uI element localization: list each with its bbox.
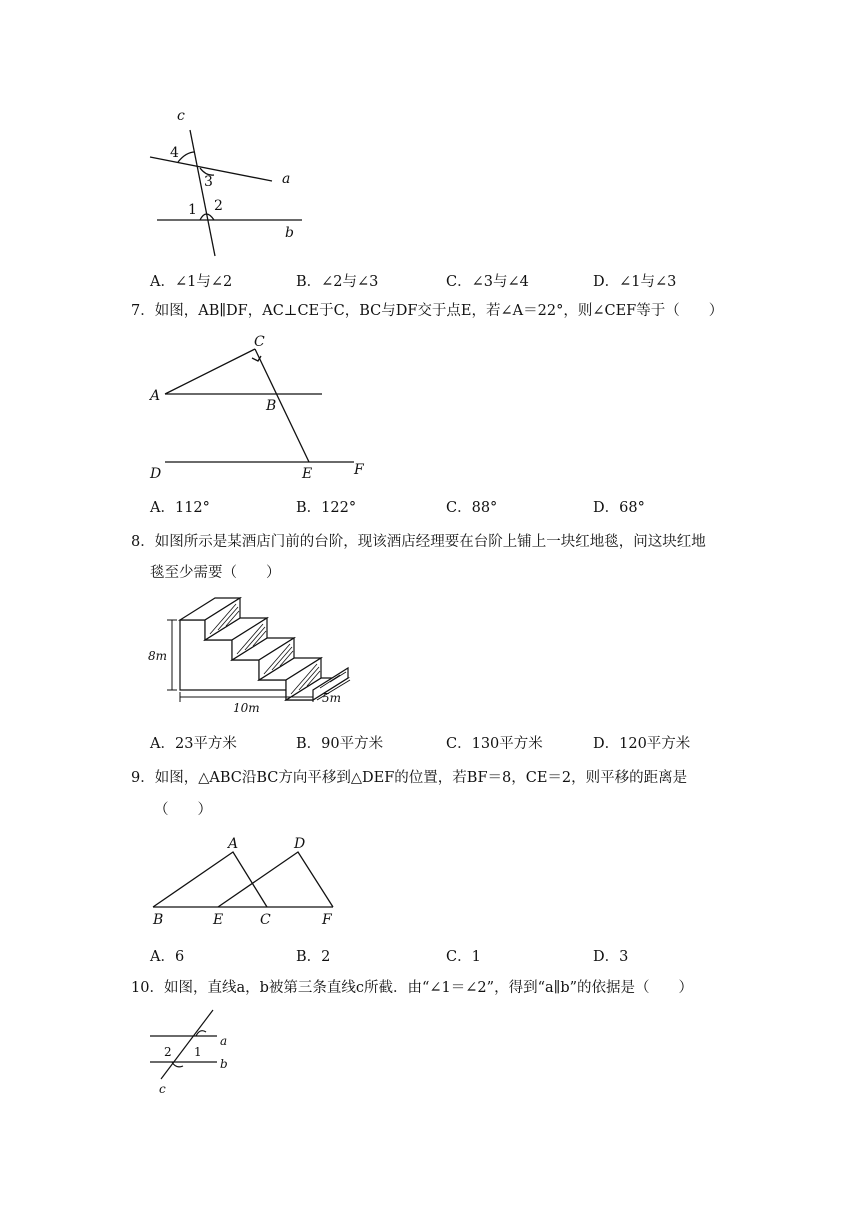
label-a: a — [282, 171, 291, 187]
q7-option-d[interactable]: D．68° — [593, 500, 645, 516]
q9-text-line1: 9．如图，△ABC沿BC方向平移到△DEF的位置，若BF＝8，CE＝2，则平移的距离是 — [131, 770, 688, 786]
label-B: B — [266, 398, 277, 414]
q6-option-c[interactable]: C．∠3与∠4 — [446, 274, 529, 290]
q8-option-b[interactable]: B．90平方米 — [296, 736, 384, 752]
label-3: 3 — [204, 174, 213, 190]
label-height: 8m — [148, 649, 168, 663]
label-E: E — [213, 912, 224, 928]
q6-option-b[interactable]: B．∠2与∠3 — [296, 274, 379, 290]
q7-option-a[interactable]: A．112° — [150, 500, 210, 516]
label-A: A — [150, 388, 161, 404]
q8-option-d[interactable]: D．120平方米 — [593, 736, 691, 752]
label-2: 2 — [164, 1045, 172, 1059]
label-4: 4 — [170, 145, 179, 161]
q8-text-line2: 毯至少需要（ ） — [150, 565, 281, 581]
label-E: E — [302, 466, 313, 482]
label-c: c — [177, 108, 185, 124]
label-b: b — [285, 225, 294, 241]
label-1: 1 — [188, 202, 197, 218]
q9-option-c[interactable]: C．1 — [446, 949, 481, 965]
q9-text-line2: （ ） — [154, 802, 212, 818]
label-width: 5m — [322, 691, 342, 705]
q8-option-a[interactable]: A．23平方米 — [150, 736, 237, 752]
label-1: 1 — [194, 1045, 202, 1059]
label-2: 2 — [214, 198, 223, 214]
q7-option-b[interactable]: B．122° — [296, 500, 357, 516]
label-length: 10m — [233, 701, 260, 715]
q9-option-a[interactable]: A．6 — [150, 949, 185, 965]
label-F: F — [354, 462, 364, 478]
label-F: F — [322, 912, 332, 928]
q6-option-d[interactable]: D．∠1与∠3 — [593, 274, 677, 290]
q6-option-a[interactable]: A．∠1与∠2 — [150, 274, 233, 290]
q9-option-d[interactable]: D．3 — [593, 949, 629, 965]
q9-option-b[interactable]: B．2 — [296, 949, 331, 965]
q7-text: 7．如图，AB∥DF，AC⊥CE于C，BC与DF交于点E，若∠A＝22°，则∠CEF等于（ ） — [131, 303, 724, 319]
label-D: D — [150, 466, 162, 482]
q7-option-c[interactable]: C．88° — [446, 500, 498, 516]
label-A: A — [228, 836, 239, 852]
q8-option-c[interactable]: C．130平方米 — [446, 736, 543, 752]
label-C: C — [260, 912, 271, 928]
label-c: c — [159, 1082, 166, 1096]
q10-text: 10．如图，直线a，b被第三条直线c所截．由“∠1＝∠2”，得到“a∥b”的依据是（ ） — [131, 980, 694, 996]
q8-text-line1: 8．如图所示是某酒店门前的台阶，现该酒店经理要在台阶上铺上一块红地毯，问这块红地 — [131, 534, 706, 550]
label-D: D — [294, 836, 306, 852]
label-a: a — [220, 1034, 228, 1048]
label-b: b — [220, 1057, 228, 1071]
label-B: B — [153, 912, 164, 928]
label-C: C — [254, 334, 265, 350]
